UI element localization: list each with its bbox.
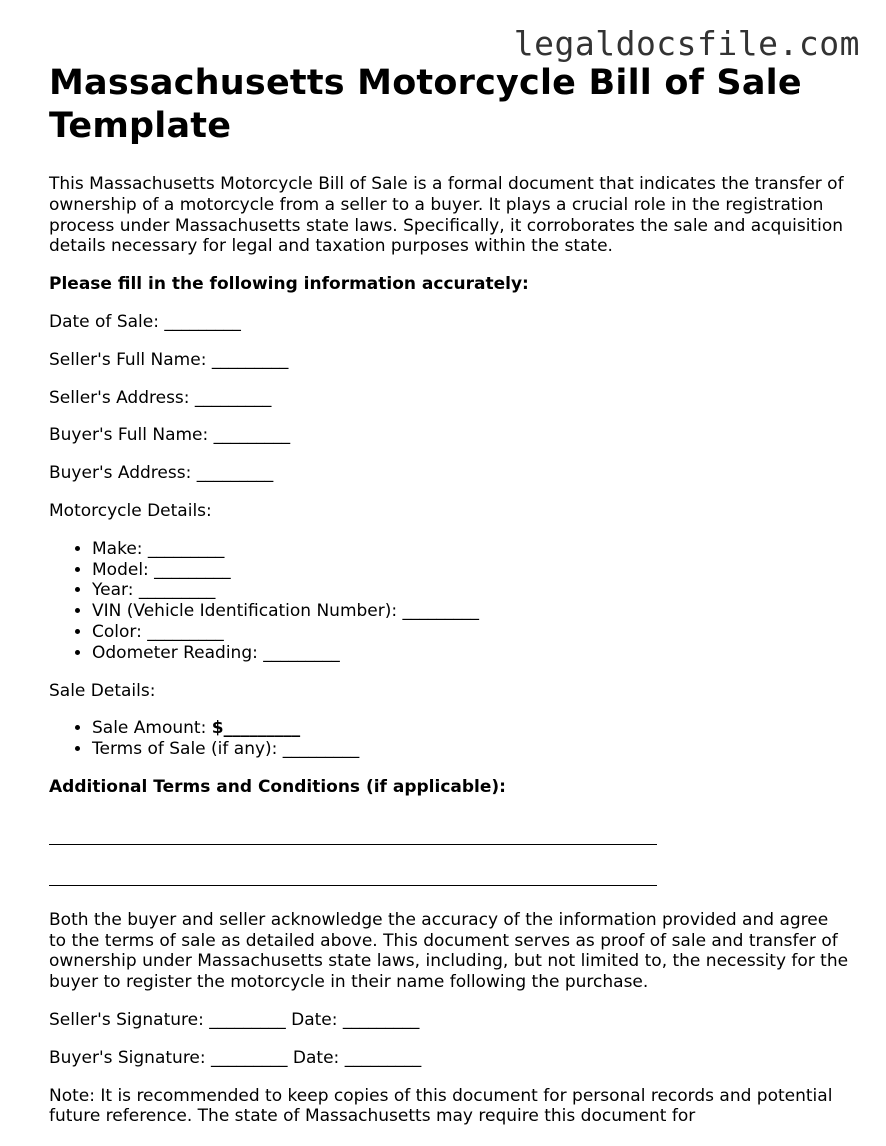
list-item-sale-amount xyxy=(92,718,849,739)
list-item-model: • Model: _________ xyxy=(92,560,849,581)
list-item-color: • Color: _________ xyxy=(92,622,849,643)
additional-terms-line-2 xyxy=(49,885,657,886)
list-item-vin: • VIN (Vehicle Identification Number): _________ xyxy=(92,601,849,622)
acknowledgement-paragraph: Both the buyer and seller acknowledge the accuracy of the information provided and agree to the terms of sale as detailed above. This document serves as proof of sale and transfer of ownership under Massachusetts state laws, including, but not limited to, the necessity for the buyer to register the motorcycle in their name following the purchase. xyxy=(49,909,849,993)
document-body xyxy=(49,62,849,1127)
additional-terms-heading: Additional Terms and Conditions (if applicable): xyxy=(49,776,506,797)
sale-amount-label: Sale Amount: xyxy=(92,718,212,739)
date-of-sale-field: Date of Sale: _________ xyxy=(49,311,241,332)
buyer-signature-line: Buyer's Signature: _________ Date: _________ xyxy=(49,1047,422,1068)
seller-address-field: Seller's Address: _________ xyxy=(49,387,272,408)
sale-amount-value: $_________ xyxy=(211,718,301,739)
sale-details-list xyxy=(49,718,849,760)
seller-name-field: Seller's Full Name: _________ xyxy=(49,349,289,370)
intro-paragraph: This Massachusetts Motorcycle Bill of Sale is a formal document that indicates the transfer of ownership of a motorcycle from a seller to a buyer. It plays a crucial role in the registration process under Massachusetts state laws. Specifically, it corroborates the sale and acquisition details necessary for legal and taxation purposes within the state. xyxy=(49,174,844,257)
note-paragraph: Note: It is recommended to keep copies of this document for personal records and potential future reference. The state of Massachusetts may require this document for xyxy=(49,1085,833,1127)
list-item-make: • Make: _________ xyxy=(92,539,849,560)
list-item-odometer: • Odometer Reading: _________ xyxy=(92,643,849,664)
sale-details-heading: Sale Details: xyxy=(49,680,156,701)
motorcycle-details-heading: Motorcycle Details: xyxy=(49,500,212,521)
seller-signature-line: Seller's Signature: _________ Date: _________ xyxy=(49,1009,420,1030)
document-title: Massachusetts Motorcycle Bill of Sale Template xyxy=(49,63,802,146)
site-watermark: legaldocsfile.com xyxy=(513,24,860,63)
list-item-year: • Year: _________ xyxy=(92,580,849,601)
additional-terms-line-1 xyxy=(49,844,657,845)
instruction-heading: Please fill in the following information accurately: xyxy=(49,274,529,295)
buyer-address-field: Buyer's Address: _________ xyxy=(49,463,274,484)
buyer-name-field: Buyer's Full Name: _________ xyxy=(49,425,291,446)
list-item-sale-terms: • Terms of Sale (if any): _________ xyxy=(92,739,849,760)
motorcycle-details-list xyxy=(49,539,849,664)
